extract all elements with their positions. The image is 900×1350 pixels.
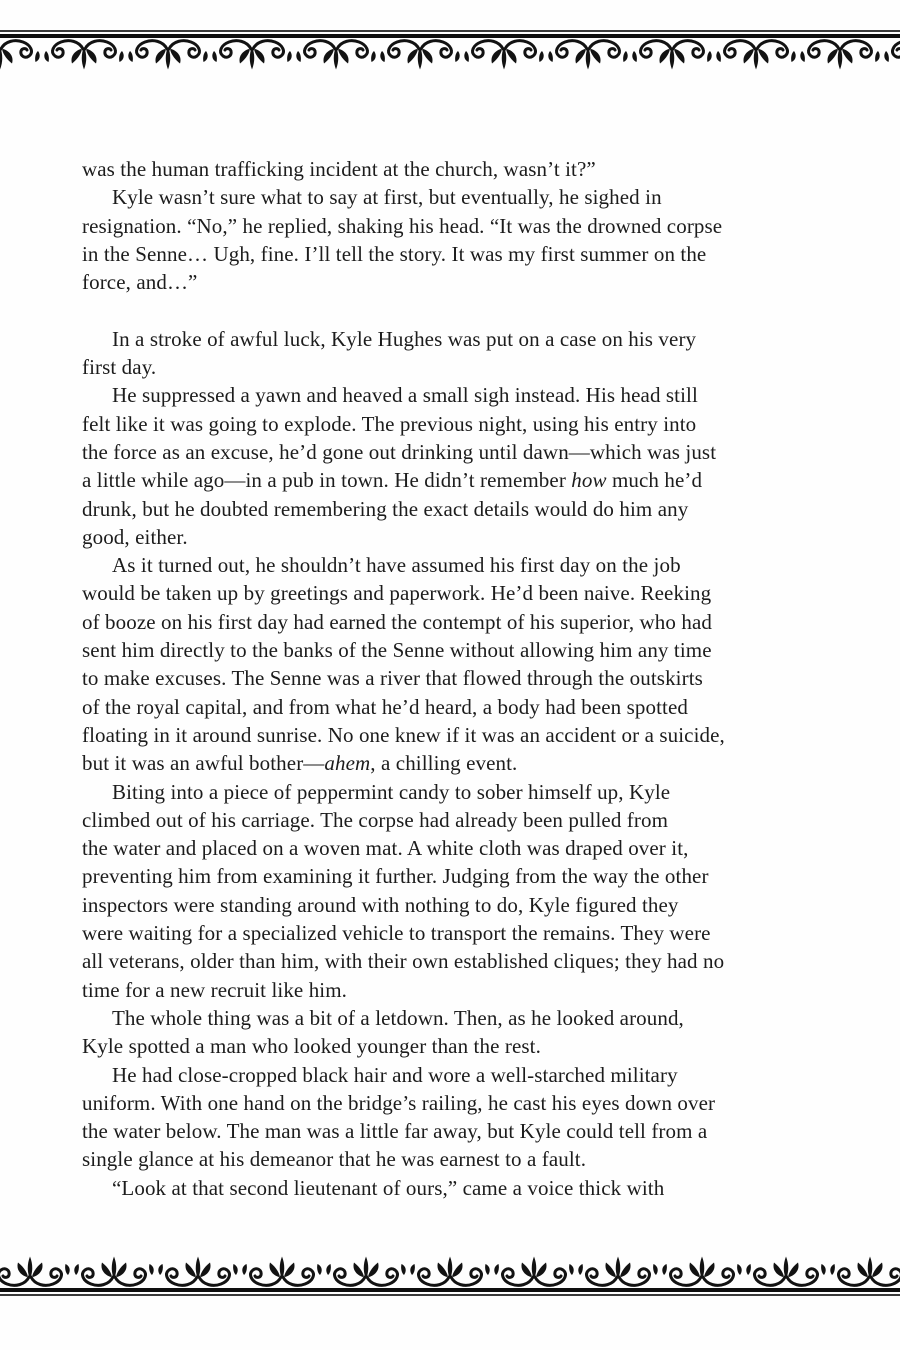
page-text [82,155,824,1202]
text-line: the water below. The man was a little far away, but Kyle could tell from a [82,1119,708,1144]
text-lines-container [82,155,824,1202]
text-line: Kyle wasn’t sure what to say at first, but eventually, he sighed in [112,185,662,210]
text-line: were waiting for a specialized vehicle to transport the remains. They were [82,921,711,946]
text-line: time for a new recruit like him. [82,977,348,1002]
text-line: was the human trafficking incident at the church, wasn’t it?” [82,157,596,181]
text-line: drunk, but he doubted remembering the exact details would do him any [82,496,689,521]
text-line: but it was an awful bother—ahem, a chilling event. [82,751,518,776]
text-line: would be taken up by greetings and paperwork. He’d been naive. Reeking [82,581,712,606]
text-line: In a stroke of awful luck, Kyle Hughes was put on a case on his very [112,326,697,351]
text-line: to make excuses. The Senne was a river that flowed through the outskirts [82,666,703,691]
bottom-ornamental-border [0,1254,900,1296]
text-line: inspectors were standing around with nothing to do, Kyle figured they [82,892,679,917]
text-line: He suppressed a yawn and heaved a small sigh instead. His head still [112,383,698,408]
text-line: climbed out of his carriage. The corpse had already been pulled from [82,807,669,832]
bottom-border-thin-rule [0,1294,900,1296]
text-line: Kyle spotted a man who looked younger than the rest. [82,1034,541,1059]
text-line: in the Senne… Ugh, fine. I’ll tell the story. It was my first summer on the [82,241,707,266]
text-line: As it turned out, he shouldn’t have assumed his first day on the job [112,553,681,578]
text-line: of booze on his first day had earned the contempt of his superior, who had [82,609,712,634]
text-line: resignation. “No,” he replied, shaking his head. “It was the drowned corpse [82,213,723,238]
text-line: floating in it around sunrise. No one knew if it was an accident or a suicide, [82,722,725,747]
text-line: good, either. [82,524,188,549]
text-line: the water and placed on a woven mat. A white cloth was draped over it, [82,836,689,861]
top-ornamental-border [0,30,900,72]
text-line: “Look at that second lieutenant of ours,” came a voice thick with [112,1175,665,1200]
text-line: the force as an excuse, he’d gone out drinking until dawn—which was just [82,439,717,464]
text-line: single glance at his demeanor that he was earnest to a fault. [82,1147,587,1172]
text-line: uniform. With one hand on the bridge’s railing, he cast his eyes down over [82,1090,716,1115]
text-line: Biting into a piece of peppermint candy to sober himself up, Kyle [112,779,671,804]
text-line: He had close-cropped black hair and wore a well-starched military [112,1062,678,1087]
text-line: The whole thing was a bit of a letdown. Then, as he looked around, [112,1005,684,1030]
text-line: first day. [82,355,157,380]
top-scrollwork-ornament [0,38,900,72]
text-line: of the royal capital, and from what he’d heard, a body had been spotted [82,694,688,719]
text-line: all veterans, older than him, with their own established cliques; they had no [82,949,725,974]
text-line: felt like it was going to explode. The previous night, using his entry into [82,411,697,436]
text-line: preventing him from examining it further. Judging from the way the other [82,864,709,889]
text-line: force, and…” [82,270,198,295]
blank-line [82,296,824,324]
text-line: a little while ago—in a pub in town. He didn’t remember how much he’d [82,468,703,493]
text-line: sent him directly to the banks of the Senne without allowing him any time [82,638,712,663]
bottom-scrollwork-ornament [0,1254,900,1288]
